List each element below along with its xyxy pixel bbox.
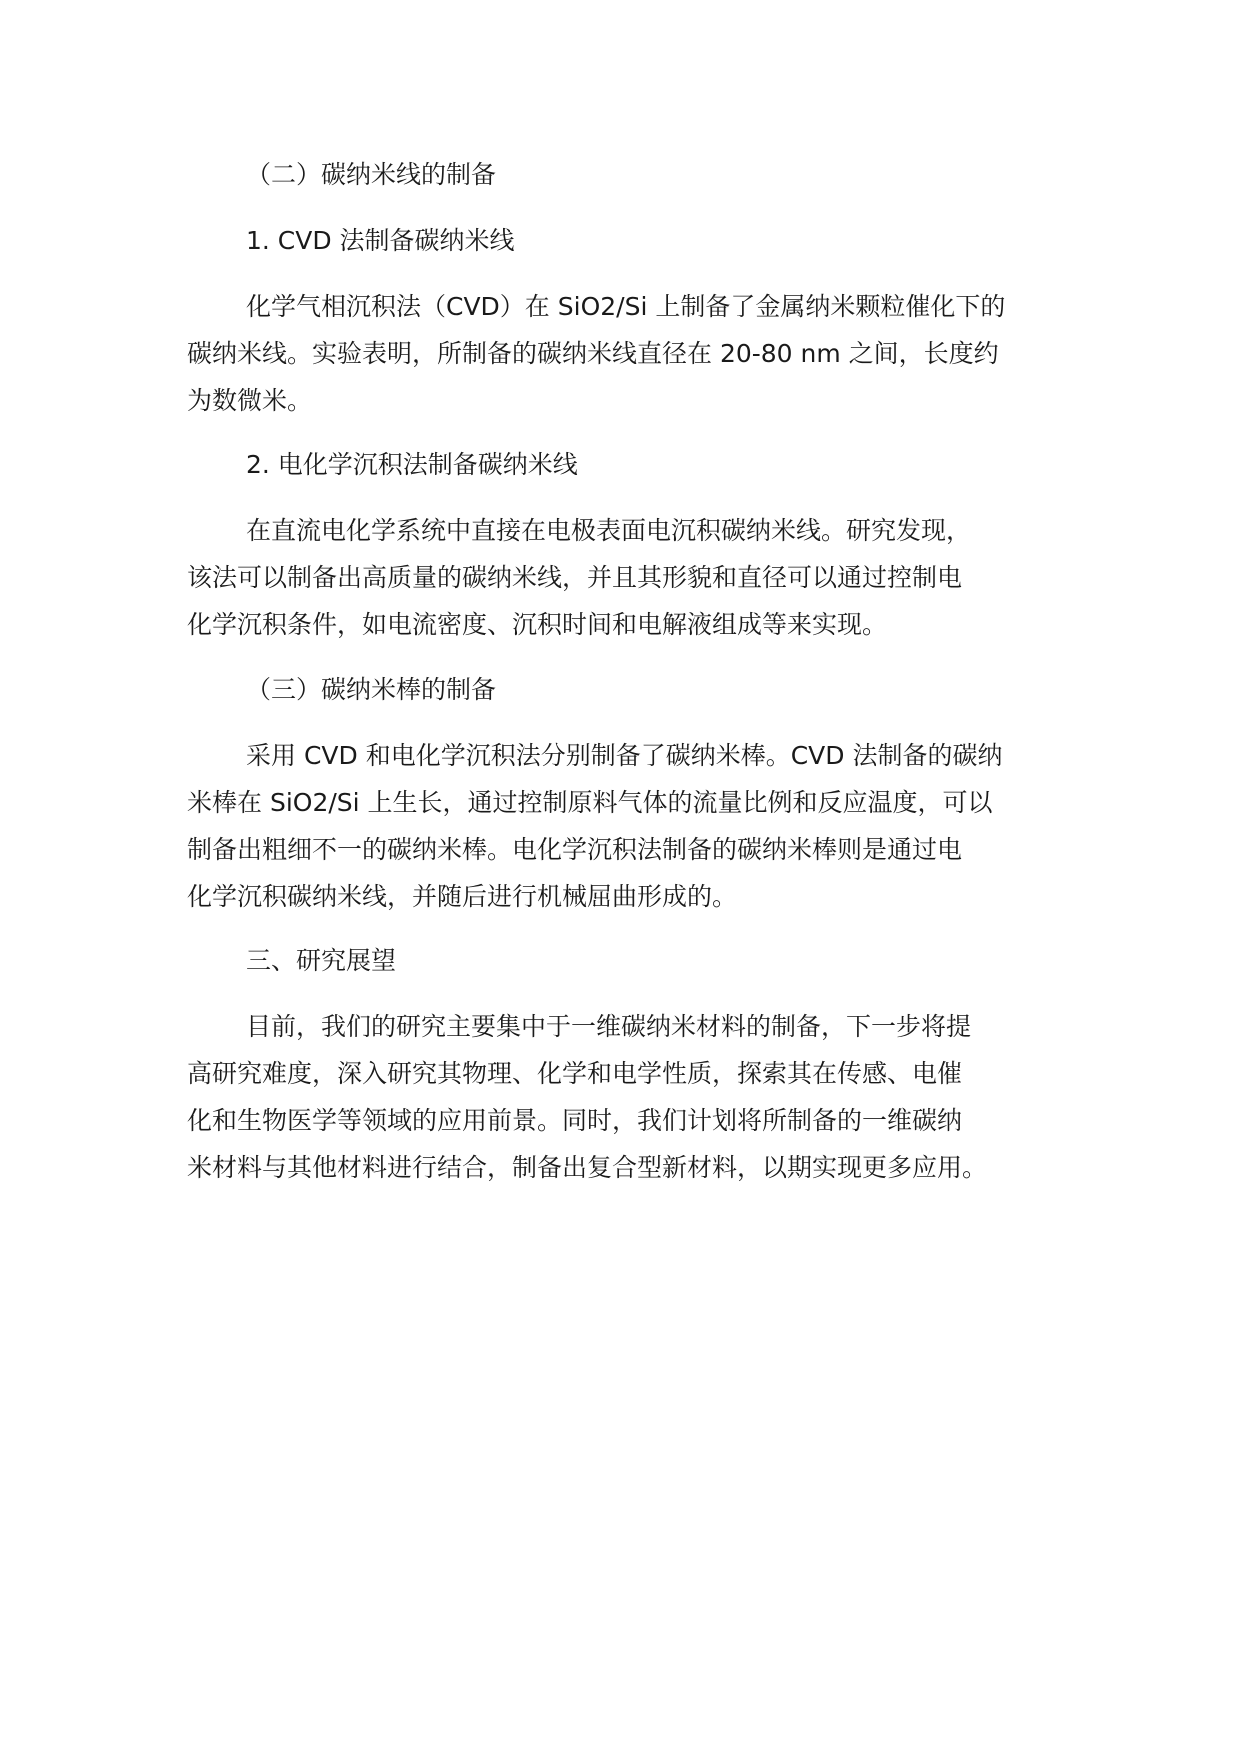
paragraph-electrochem-line-1: 在直流电化学系统中直接在电极表面电沉积碳纳米线。研究发现， [246, 516, 972, 545]
paragraph-cvd-line-2: 碳纳米线。实验表明，所制备的碳纳米线直径在 20-80 nm 之间，长度约 [187, 339, 999, 368]
paragraph-cvd-line-3: 为数微米。 [187, 386, 313, 415]
section-heading-outlook: 三、研究展望 [246, 946, 397, 975]
paragraph-nanorod-line-3: 制备出粗细不一的碳纳米棒。电化学沉积法制备的碳纳米棒则是通过电 [187, 835, 963, 864]
paragraph-electrochem-line-3: 化学沉积条件，如电流密度、沉积时间和电解液组成等来实现。 [187, 610, 888, 639]
section-heading-nanorod: （三）碳纳米棒的制备 [246, 675, 497, 704]
paragraph-outlook-line-2: 高研究难度，深入研究其物理、化学和电学性质，探索其在传感、电催 [187, 1059, 963, 1088]
subheading-electrochemical-method: 2. 电化学沉积法制备碳纳米线 [246, 450, 578, 479]
paragraph-outlook-line-1: 目前，我们的研究主要集中于一维碳纳米材料的制备，下一步将提 [246, 1012, 972, 1041]
section-heading-nanowire: （二）碳纳米线的制备 [246, 160, 497, 189]
subheading-cvd-method: 1. CVD 法制备碳纳米线 [246, 226, 515, 255]
paragraph-electrochem-line-2: 该法可以制备出高质量的碳纳米线，并且其形貌和直径可以通过控制电 [187, 563, 963, 592]
paragraph-nanorod-line-2: 米棒在 SiO2/Si 上生长，通过控制原料气体的流量比例和反应温度，可以 [187, 788, 993, 817]
paragraph-outlook-line-3: 化和生物医学等领域的应用前景。同时，我们计划将所制备的一维碳纳 [187, 1106, 963, 1135]
paragraph-nanorod-line-4: 化学沉积碳纳米线，并随后进行机械屈曲形成的。 [187, 882, 738, 911]
paragraph-cvd-line-1: 化学气相沉积法（CVD）在 SiO2/Si 上制备了金属纳米颗粒催化下的 [246, 292, 1006, 321]
paragraph-outlook-line-4: 米材料与其他材料进行结合，制备出复合型新材料，以期实现更多应用。 [187, 1153, 988, 1182]
paragraph-nanorod-line-1: 采用 CVD 和电化学沉积法分别制备了碳纳米棒。CVD 法制备的碳纳 [246, 741, 1003, 770]
